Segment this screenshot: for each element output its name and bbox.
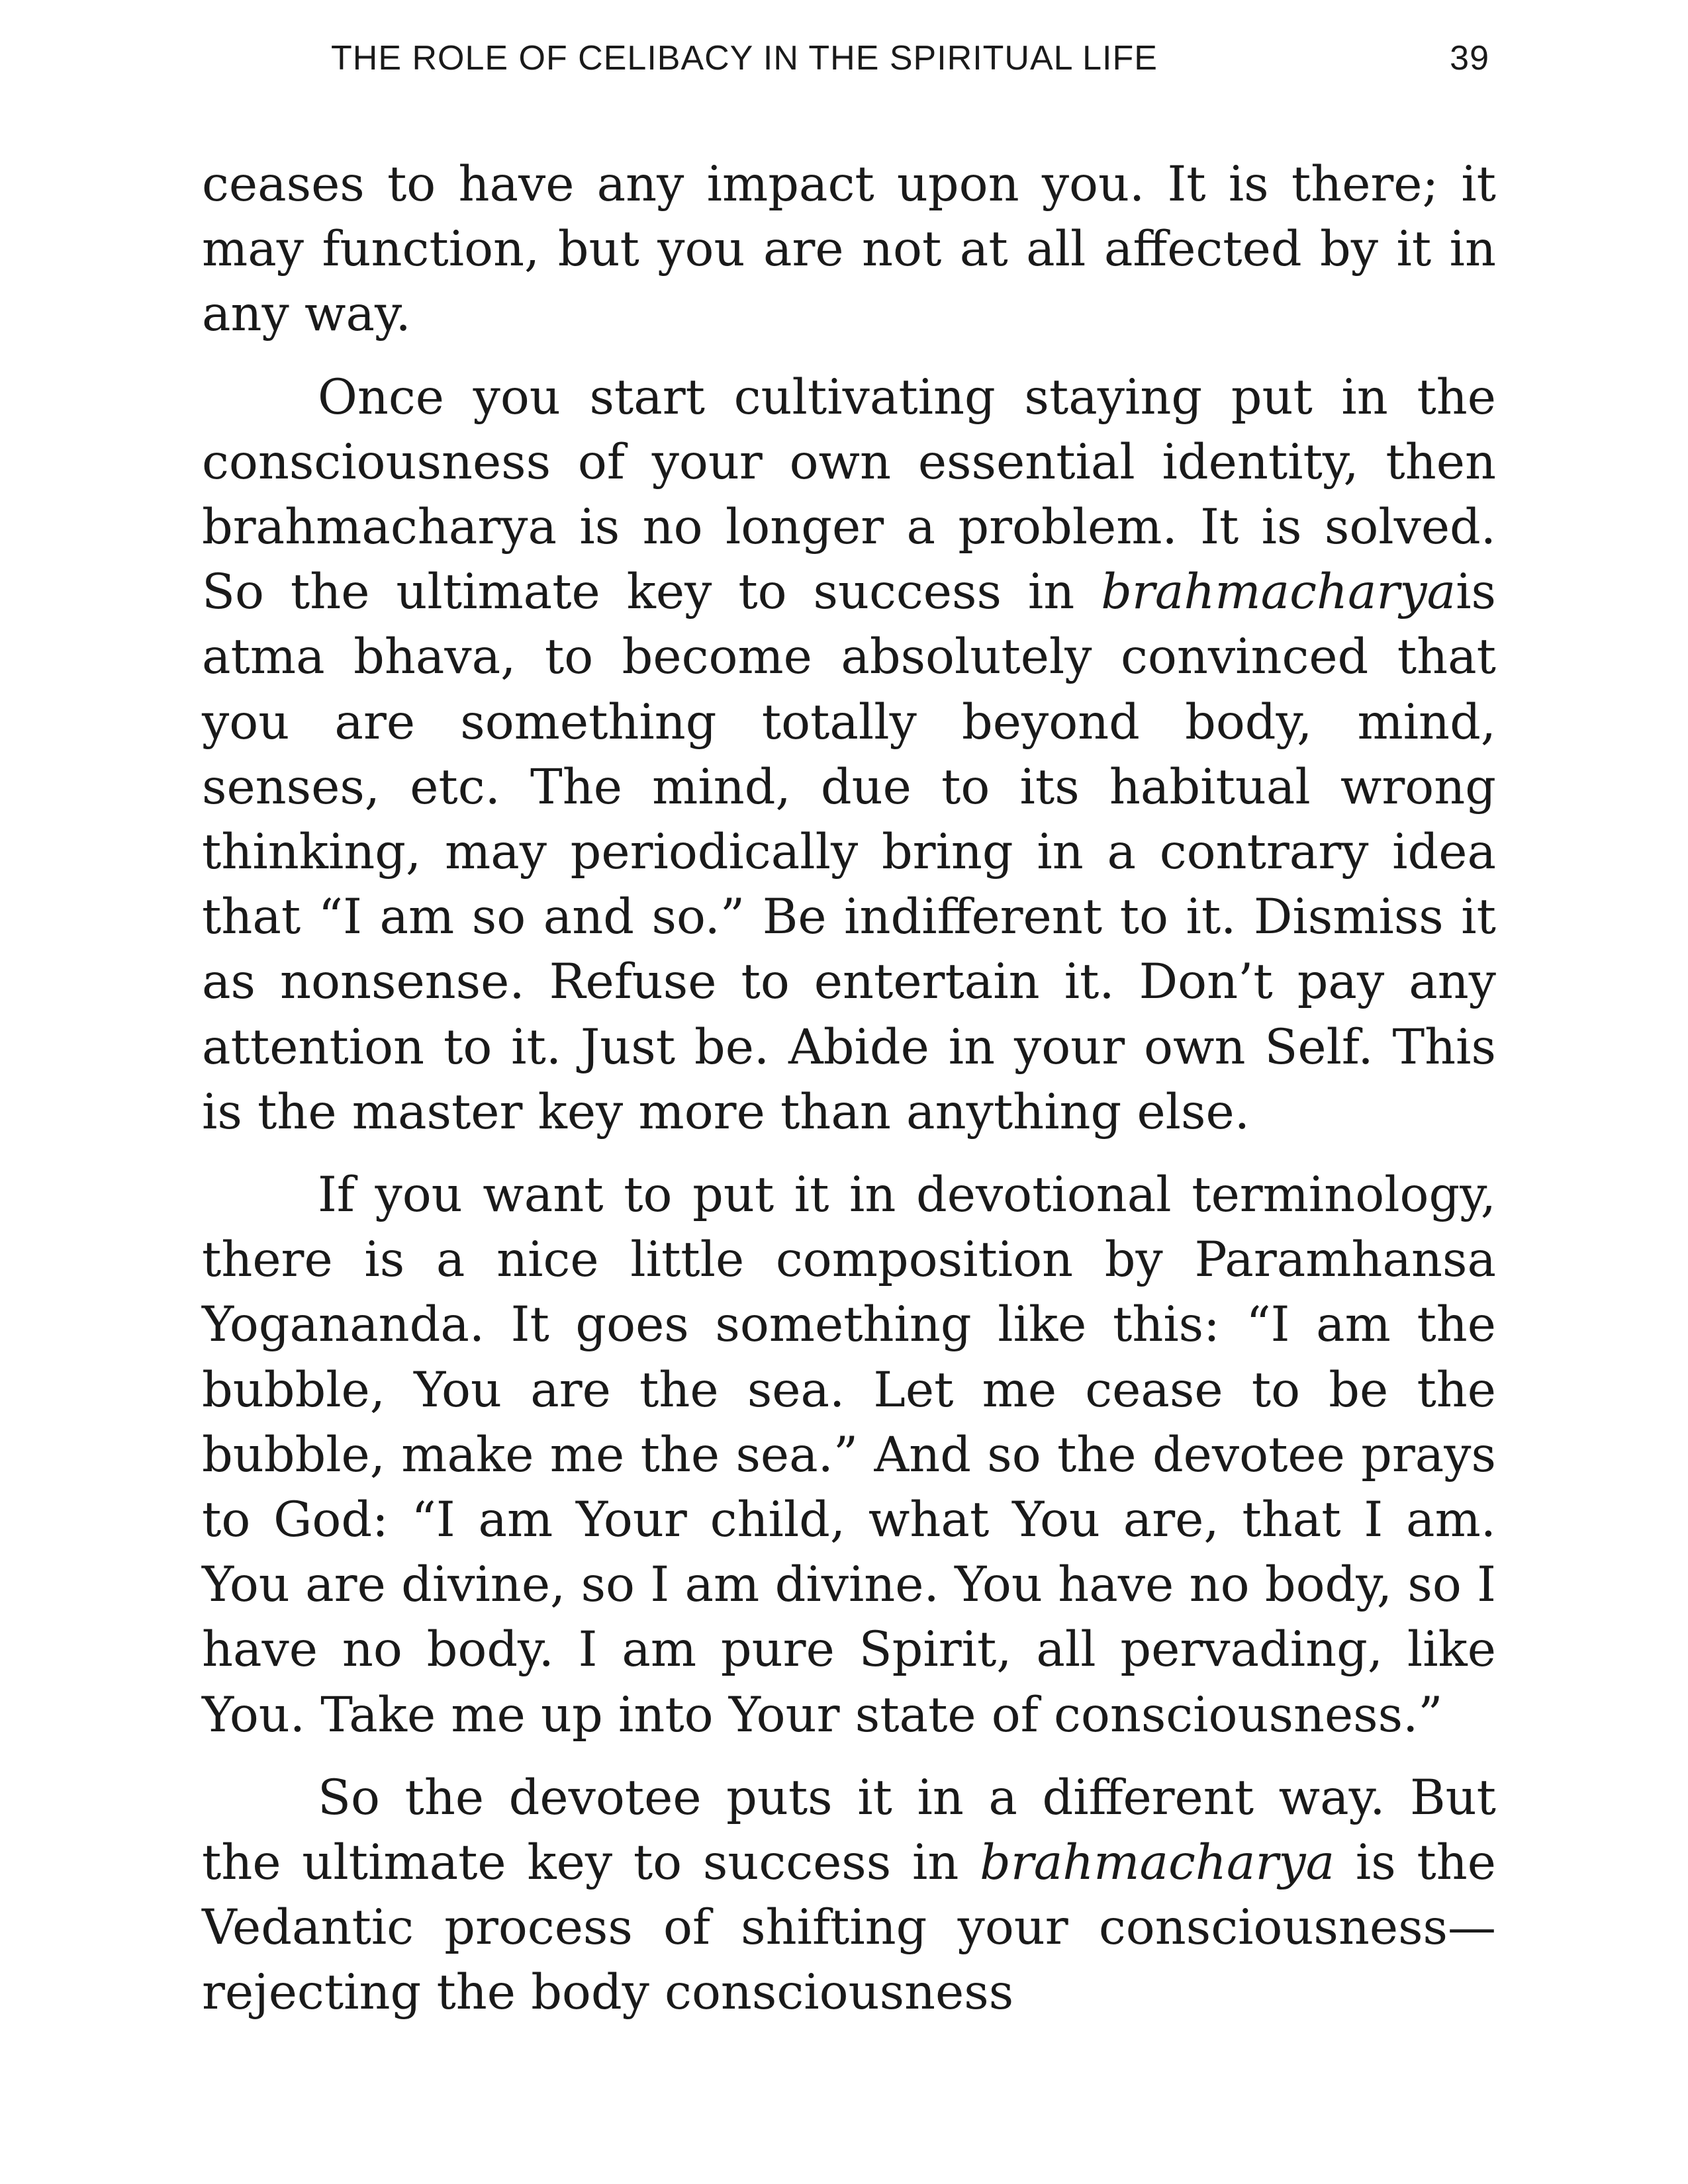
paragraph: [202, 365, 1496, 1145]
paragraph-text: So the devotee puts it in a different way. But the ultimate key to success in: [202, 1769, 1496, 1891]
italic-term: brahmacharya: [1101, 564, 1456, 621]
paragraph-text: ceases to have any impact upon you. It is there; it may function, but you are not at all affected by it in any way.: [202, 156, 1496, 343]
paragraph-text: If you want to put it in devotional terminology, there is a nice little composition by Paramhansa Yogananda. It goes something like this: “I am the bubble, You are the sea. Let me cease to be the bubble, make me the sea.” And so the devotee prays to God: “I am Your child, what You are, that I am. You are divine, so I am divine. You have no body, so I have no body. I am pure Spirit, all pervading, like You. Take me up into Your state of consciousness.”: [202, 1167, 1496, 1743]
running-title: THE ROLE OF CELIBACY IN THE SPIRITUAL LIFE: [331, 39, 1158, 77]
paragraph-text: is atma bhava, to become absolutely convinced that you are something totally beyond body, mind, senses, etc. The mind, due to its habitual wrong thinking, may periodically bring in a contrary idea that “I am so and so.” Be indifferent to it. Dismiss it as nonsense. Refuse to entertain it. Don’t pay any attention to it. Just be. Abide in your own Self. This is the master key more than anything else.: [202, 564, 1496, 1140]
paragraph-text: Once you start cultivating staying put in the consciousness of your own essential identity, then brahmacharya is no longer a problem. It is solved. So the ultimate key to success in: [202, 369, 1496, 621]
paragraph: [202, 1766, 1496, 2026]
page-number: 39: [1450, 39, 1489, 77]
italic-term: brahmacharya: [980, 1835, 1335, 1891]
running-header: [324, 38, 1489, 91]
paragraph-text: is the Vedantic process of shifting your consciousness—rejecting the body consciousness: [202, 1835, 1496, 2021]
paragraph: [202, 1163, 1496, 1748]
body-text: [202, 152, 1496, 2044]
paragraph: [202, 152, 1496, 347]
